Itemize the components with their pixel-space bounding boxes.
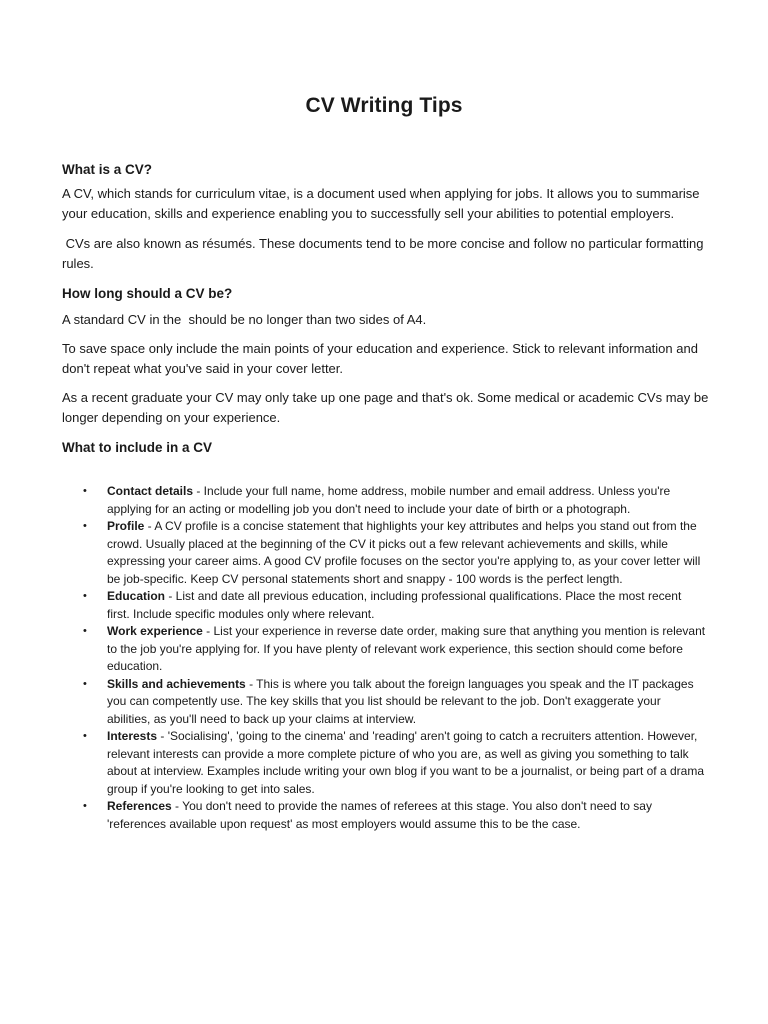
list-item-references bbox=[83, 798, 707, 833]
bullet-icon: • bbox=[83, 590, 87, 602]
section-heading-what-to-include: What to include in a CV bbox=[62, 440, 213, 455]
bullet-icon: • bbox=[83, 677, 87, 690]
list-item-term: References bbox=[107, 799, 172, 813]
section-heading-what-is-cv: What is a CV? bbox=[62, 162, 153, 177]
paragraph-graduate-cv: As a recent graduate your CV may only take up one page and that's ok. Some medical or academic CVs may be longer depending on your experience. bbox=[62, 390, 709, 425]
list-item-term: Interests bbox=[107, 729, 158, 743]
list-item-text: - A CV profile is a concise statement that highlights your key attributes and helps you stand out from the crowd. Usually placed at the beginning of the CV it picks out a few relevant achievements and skills, while expressing your career aims. A good CV profile focuses on the sector you're applying to, as your cover letter will be job-specific. Keep CV personal statements short and snappy - 100 words is the perfect length. bbox=[107, 519, 701, 586]
bullet-icon: • bbox=[83, 485, 87, 497]
list-item-term: Profile bbox=[107, 519, 145, 533]
list-item-text: - 'Socialising', 'going to the cinema' and 'reading' aren't going to catch a recruiters attention. However, relevant interests can provide a more complete picture of who you are, as well as giving you something to talk about at interview. Examples include writing your own blog if you want to be a journalist, or being part of a drama group if you're looking to get into sales. bbox=[107, 729, 704, 796]
list-item-text: - Include your full name, home address, mobile number and email address. Unless you're applying for an acting or modelling job you don't need to include your date of birth or a photograph. bbox=[107, 484, 671, 516]
list-item-text: - This is where you talk about the foreign languages you speak and the IT packages you can competently use. The key skills that you list should be relevant to the job. Don't exaggerate your abilities, as you'll need to back up your claims at interview. bbox=[107, 676, 694, 726]
paragraph-cv-resume: CVs are also known as résumés. These documents tend to be more concise and follow no particular formatting rules. bbox=[62, 236, 708, 271]
paragraph-save-space: To save space only include the main points of your education and experience. Stick to relevant information and don't repeat what you've said in your cover letter. bbox=[62, 341, 698, 376]
list-item-skills-achievements bbox=[83, 676, 707, 729]
list-item-text: - You don't need to provide the names of referees at this stage. You also don't need to say 'references available upon request' as most employers would assume this to be the case. bbox=[107, 799, 652, 831]
page-title: CV Writing Tips bbox=[305, 94, 463, 117]
include-list bbox=[62, 483, 707, 833]
list-item-text: - List your experience in reverse date order, making sure that anything you mention is relevant to the job you're applying for. If you have plenty of relevant work experience, this section should come before education. bbox=[107, 624, 706, 673]
list-item-term: Skills and achievements bbox=[107, 676, 246, 691]
paragraph-standard-length: A standard CV in the should be no longer than two sides of A4. bbox=[62, 312, 427, 327]
document-body bbox=[62, 162, 712, 833]
bullet-icon: • bbox=[83, 625, 87, 637]
section-heading-cv-length: How long should a CV be? bbox=[62, 286, 233, 301]
list-item-text: - List and date all previous education, including professional qualifications. Place the most recent first. Include specific modules only where relevant. bbox=[107, 589, 682, 621]
bullet-icon: • bbox=[83, 800, 87, 812]
list-item-work-experience bbox=[83, 623, 707, 676]
list-item-profile bbox=[83, 518, 707, 588]
list-item-term: Contact details bbox=[107, 484, 194, 498]
paragraph-cv-definition: A CV, which stands for curriculum vitae, is a document used when applying for jobs. It allows you to summarise your education, skills and experience enabling you to successfully sell your abilities to potential employers. bbox=[62, 186, 700, 221]
list-item-term: Work experience bbox=[107, 624, 203, 638]
list-item-term: Education bbox=[107, 589, 166, 603]
list-item-education bbox=[83, 588, 707, 623]
bullet-icon: • bbox=[83, 520, 87, 532]
list-item-contact-details bbox=[83, 483, 707, 518]
list-item-interests bbox=[83, 728, 707, 798]
bullet-icon: • bbox=[83, 730, 87, 742]
